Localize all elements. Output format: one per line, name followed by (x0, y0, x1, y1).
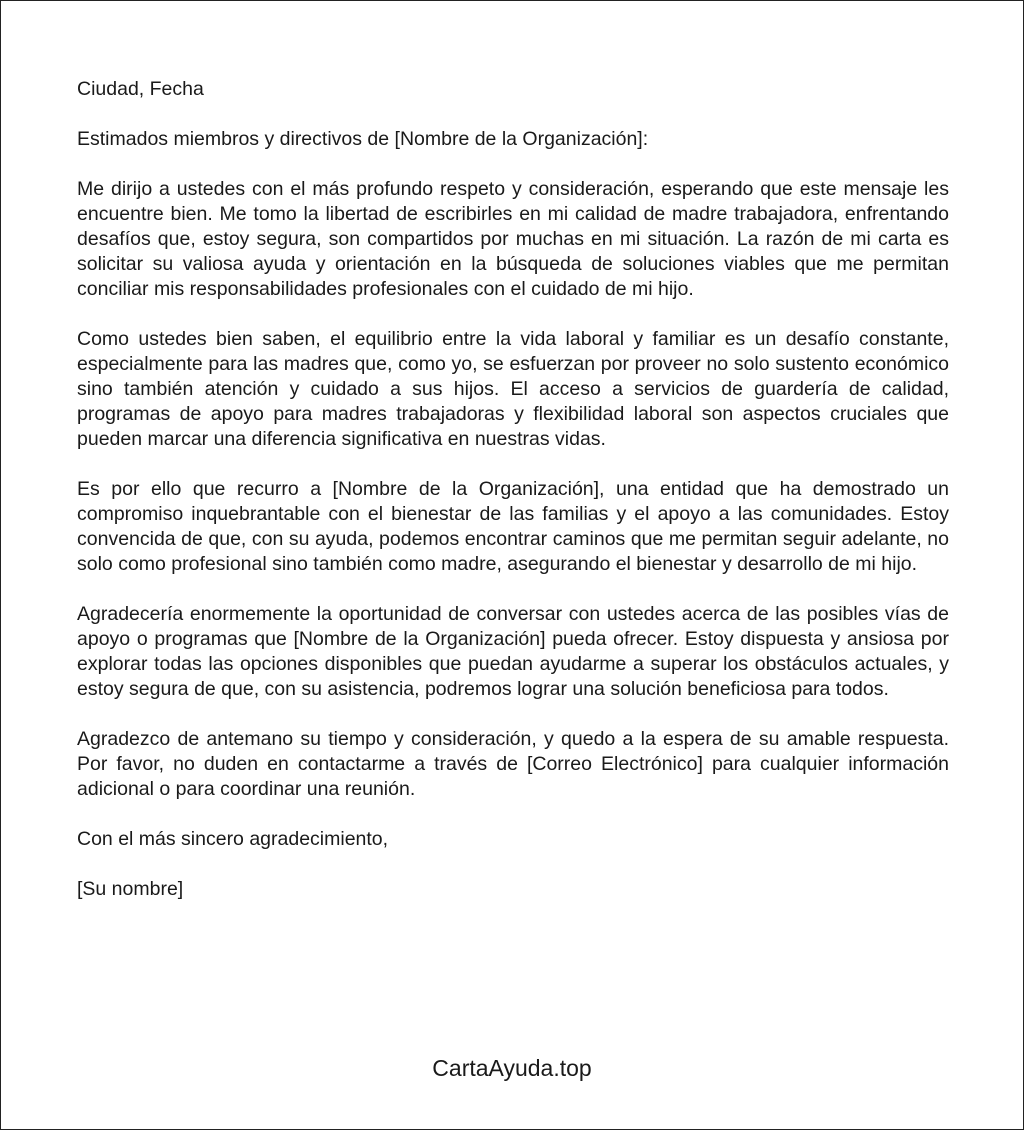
paragraph: Como ustedes bien saben, el equilibrio entre la vida laboral y familiar es un desafío constante, especialmente para las madres que, como yo, se esfuerzan por proveer no solo sustento económico sino también atención y cuidado a sus hijos. El acceso a servicios de guardería de calidad, programas de apoyo para madres trabajadoras y flexibilidad laboral son aspectos cruciales que pueden marcar una diferencia significativa en nuestras vidas. (77, 328, 949, 450)
place-date: Ciudad, Fecha (77, 78, 204, 100)
signature: [Su nombre] (77, 878, 184, 900)
closing: Con el más sincero agradecimiento, (77, 828, 389, 850)
paragraph: Es por ello que recurro a [Nombre de la Organización], una entidad que ha demostrado un compromiso inquebrantable con el bienestar de las familias y el apoyo a las comunidades. Estoy convencida de que, con su ayuda, podemos encontrar caminos que me permitan seguir adelante, no solo como profesional sino también como madre, asegurando el bienestar y desarrollo de mi hijo. (77, 478, 949, 575)
salutation: Estimados miembros y directivos de [Nombre de la Organización]: (77, 128, 649, 150)
paragraph: Agradezco de antemano su tiempo y consideración, y quedo a la espera de su amable respuesta. Por favor, no duden en contactarme a través de [Correo Electrónico] para cualquier información adicional o para coordinar una reunión. (77, 728, 949, 800)
paragraph: Agradecería enormemente la oportunidad de conversar con ustedes acerca de las posibles vías de apoyo o programas que [Nombre de la Organización] pueda ofrecer. Estoy dispuesta y ansiosa por explorar todas las opciones disponibles que puedan ayudarme a superar los obstáculos actuales, y estoy segura de que, con su asistencia, podremos lograr una solución beneficiosa para todos. (77, 603, 949, 700)
paragraph: Me dirijo a ustedes con el más profundo respeto y consideración, esperando que este mensaje les encuentre bien. Me tomo la libertad de escribirles en mi calidad de madre trabajadora, enfrentando desafíos que, estoy segura, son compartidos por muchas en mi situación. La razón de mi carta es solicitar su valiosa ayuda y orientación en la búsqueda de soluciones viables que me permitan conciliar mis responsabilidades profesionales con el cuidado de mi hijo. (77, 178, 949, 300)
letter-body (77, 77, 949, 927)
footer-site-name: CartaAyuda.top (432, 1055, 592, 1081)
